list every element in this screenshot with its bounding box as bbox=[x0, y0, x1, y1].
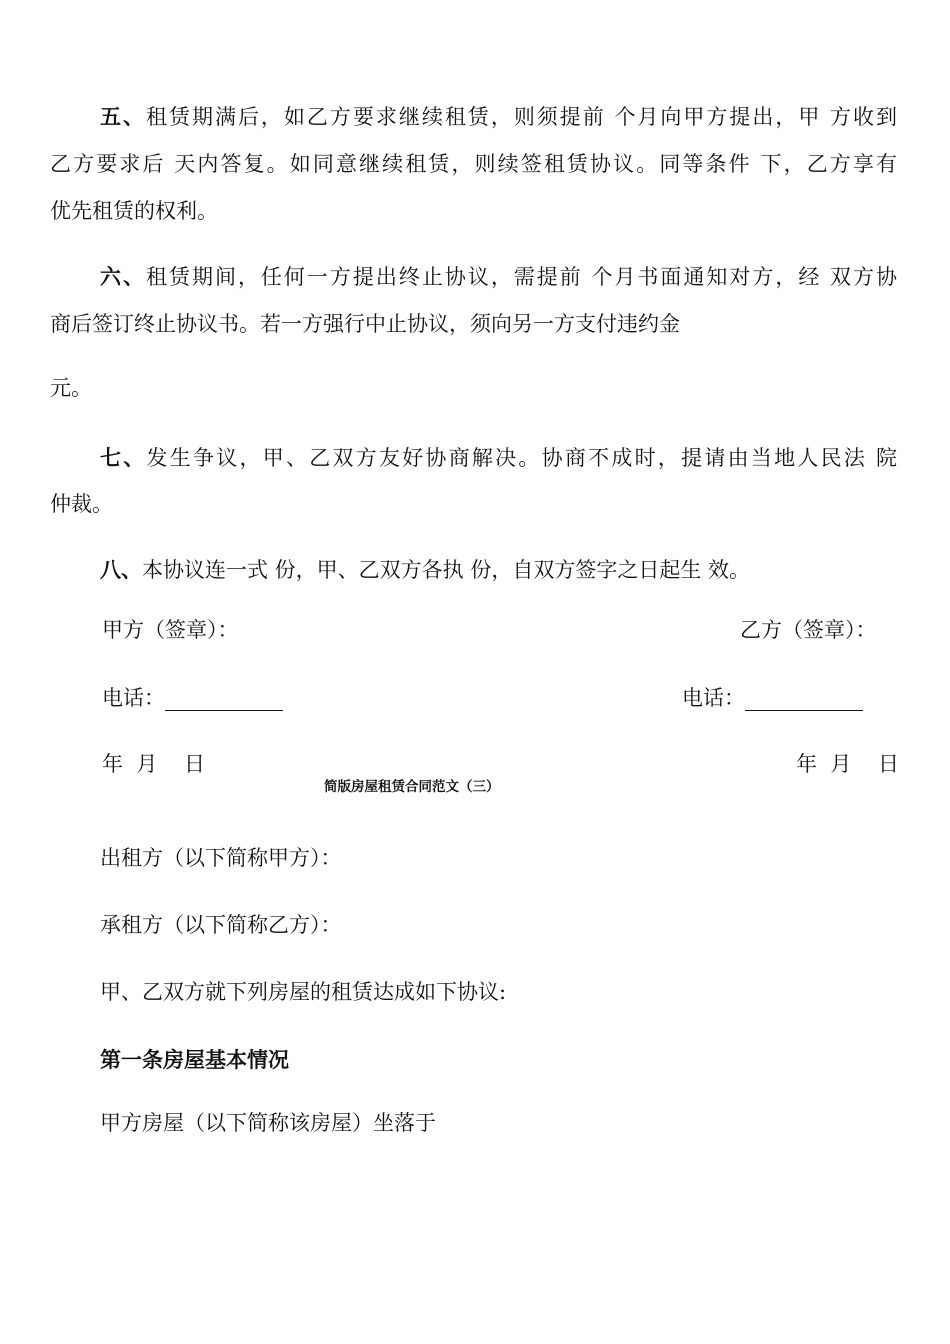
clause6-number: 六、 bbox=[100, 264, 146, 289]
clause6-text1: 租赁期间，任何一方提出终止协议，需提前 个月书面通知对方，经 双方协 bbox=[145, 265, 897, 289]
clause7-line2: 仲裁。 bbox=[50, 492, 113, 516]
clause6-line3: 元。 bbox=[50, 376, 92, 400]
article1-title: 第一条房屋基本情况 bbox=[100, 1048, 289, 1072]
lessee-line: 承租方（以下简称乙方）： bbox=[100, 913, 342, 937]
party-a-signature: 甲方（签章）： bbox=[102, 618, 239, 642]
clause7-text1: 发生争议，甲、乙双方友好协商解决。协商不成时，提请由当地人民法 院 bbox=[146, 446, 897, 470]
clause8-line bbox=[100, 555, 750, 585]
clause5-line3: 优先租赁的权利。 bbox=[50, 199, 218, 223]
clause7-line1 bbox=[100, 443, 897, 473]
clause6-line1 bbox=[100, 262, 897, 292]
clause5-line1 bbox=[100, 102, 897, 132]
phone-blank-b bbox=[745, 690, 863, 711]
phone-label-a: 电话： bbox=[102, 686, 165, 710]
party-b-signature: 乙方（签章）： bbox=[740, 618, 877, 642]
clause5-line2: 乙方要求后 天内答复。如同意继续租赁，则续签租赁协议。同等条件 下，乙方享有 bbox=[50, 152, 897, 176]
party-b-phone bbox=[682, 683, 863, 713]
clause5-number: 五、 bbox=[100, 104, 146, 129]
clause7-number: 七、 bbox=[100, 445, 147, 470]
party-b-date: 年 月 日 bbox=[796, 752, 900, 776]
clause8-text: 本协议连一式 份，甲、乙双方各执 份，自双方签字之日起生 效。 bbox=[142, 558, 751, 582]
document-subtitle: 简版房屋租赁合同范文（三） bbox=[324, 779, 500, 795]
article1-text: 甲方房屋（以下简称该房屋）坐落于 bbox=[100, 1111, 436, 1135]
party-a-date: 年 月 日 bbox=[102, 752, 206, 776]
clause8-number: 八、 bbox=[100, 557, 142, 582]
lessor-line: 出租方（以下简称甲方）： bbox=[100, 846, 342, 870]
clause5-text1: 租赁期满后，如乙方要求继续租赁，则须提前 个月向甲方提出，甲 方收到 bbox=[145, 105, 897, 129]
phone-blank-a bbox=[165, 690, 283, 711]
agreement-intro: 甲、乙双方就下列房屋的租赁达成如下协议: bbox=[100, 980, 507, 1004]
phone-label-b: 电话： bbox=[682, 686, 745, 710]
clause6-line2: 商后签订终止协议书。若一方强行中止协议，须向另一方支付违约金 bbox=[50, 312, 680, 336]
party-a-phone bbox=[102, 683, 283, 713]
